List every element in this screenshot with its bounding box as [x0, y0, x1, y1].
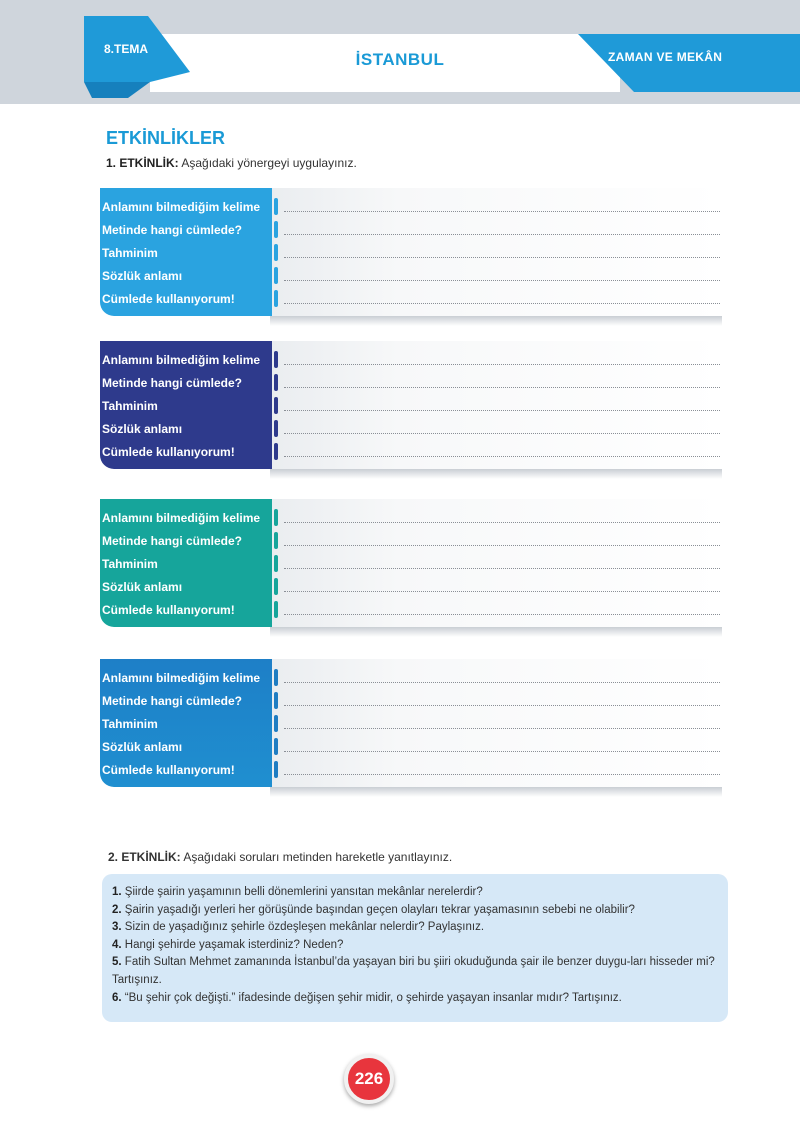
card-row: [100, 372, 722, 395]
row-label: Metinde hangi cümlede?: [102, 694, 243, 708]
answer-line[interactable]: [284, 545, 720, 546]
answer-line[interactable]: [284, 433, 720, 434]
card-row: [100, 599, 722, 622]
row-label: Anlamını bilmediğim kelime: [102, 671, 261, 685]
row-label: Metinde hangi cümlede?: [102, 223, 243, 237]
question-text: Sizin de yaşadığınız şehirle özdeşleşen mekânlar nelerdir? Paylaşınız.: [121, 921, 485, 934]
tema-ribbon-fold: [84, 82, 150, 98]
question-text: Fatih Sultan Mehmet zamanında İstanbul’da yaşayan biri bu şiiri okuduğunda şair ile benzer duygu-ları hisseder mi? Tartışınız.: [112, 956, 715, 986]
answer-line[interactable]: [284, 456, 720, 457]
card-row: [100, 507, 722, 530]
page-title: İSTANBUL: [355, 50, 445, 69]
question-item: [112, 937, 718, 955]
question-number: 6.: [112, 991, 122, 1004]
question-item: [112, 919, 718, 937]
card-row: [100, 530, 722, 553]
answer-line[interactable]: [284, 568, 720, 569]
question-item: [112, 954, 718, 989]
row-label: Sözlük anlamı: [102, 580, 183, 594]
row-label: Anlamını bilmediğim kelime: [102, 511, 261, 525]
row-label: Cümlede kullanıyorum!: [102, 763, 235, 777]
word-card-2: [100, 341, 722, 473]
answer-line[interactable]: [284, 234, 720, 235]
card-row: [100, 576, 722, 599]
card-row: [100, 196, 722, 219]
activity2-instruction: [108, 850, 452, 864]
answer-line[interactable]: [284, 387, 720, 388]
activity1-text: Aşağıdaki yönergeyi uygulayınız.: [178, 156, 357, 170]
question-item: [112, 902, 718, 920]
question-number: 2.: [112, 903, 122, 916]
question-item: [112, 884, 718, 902]
answer-line[interactable]: [284, 522, 720, 523]
card-row: [100, 759, 722, 782]
tema-label: 8.TEMA: [104, 42, 149, 56]
word-card-3: [100, 499, 722, 631]
questions-box: [102, 874, 728, 1022]
question-number: 4.: [112, 938, 122, 951]
row-label: Metinde hangi cümlede?: [102, 534, 243, 548]
question-text: Hangi şehirde yaşamak isterdiniz? Neden?: [121, 938, 344, 951]
card-row: [100, 713, 722, 736]
card-row: [100, 219, 722, 242]
question-item: [112, 990, 718, 1008]
page-number-badge: 226: [344, 1054, 394, 1104]
row-label: Tahminim: [102, 246, 158, 260]
card-row: [100, 736, 722, 759]
row-label: Anlamını bilmediğim kelime: [102, 200, 261, 214]
answer-line[interactable]: [284, 364, 720, 365]
answer-line[interactable]: [284, 591, 720, 592]
activity2-number: 2. ETKİNLİK:: [108, 850, 181, 864]
row-label: Tahminim: [102, 717, 158, 731]
question-text: Şiirde şairin yaşamının belli dönemlerini yansıtan mekânlar nerelerdir?: [121, 886, 483, 898]
row-label: Tahminim: [102, 399, 158, 413]
row-label: Cümlede kullanıyorum!: [102, 603, 235, 617]
theme-subtitle: ZAMAN VE MEKÂN: [608, 50, 723, 64]
answer-line[interactable]: [284, 410, 720, 411]
question-list: [112, 884, 718, 1007]
row-label: Anlamını bilmediğim kelime: [102, 353, 261, 367]
card-row: [100, 553, 722, 576]
row-label: Cümlede kullanıyorum!: [102, 445, 235, 459]
answer-line[interactable]: [284, 614, 720, 615]
word-card-4: [100, 659, 722, 791]
card-row: [100, 667, 722, 690]
question-number: 3.: [112, 921, 122, 934]
question-text: Şairin yaşadığı yerleri her görüşünde başından geçen olayları tekrar yaşamasının sebebi ne olabilir?: [121, 903, 635, 916]
activity2-text: Aşağıdaki soruları metinden hareketle yanıtlayınız.: [180, 850, 453, 864]
answer-line[interactable]: [284, 751, 720, 752]
answer-line[interactable]: [284, 774, 720, 775]
card-row: [100, 395, 722, 418]
answer-line[interactable]: [284, 682, 720, 683]
card-row: [100, 690, 722, 713]
question-number: 1.: [112, 886, 122, 898]
row-label: Sözlük anlamı: [102, 422, 183, 436]
answer-line[interactable]: [284, 211, 720, 212]
answer-line[interactable]: [284, 728, 720, 729]
answer-line[interactable]: [284, 257, 720, 258]
card-row: [100, 265, 722, 288]
answer-line[interactable]: [284, 303, 720, 304]
question-text: “Bu şehir çok değişti.” ifadesinde değişen şehir midir, o şehirde yaşayan insanlar mıdır? Tartışınız.: [121, 991, 622, 1004]
card-row: [100, 441, 722, 464]
activity1-instruction: [106, 156, 357, 170]
card-row: [100, 242, 722, 265]
answer-line[interactable]: [284, 280, 720, 281]
card-row: [100, 418, 722, 441]
card-row: [100, 349, 722, 372]
row-label: Sözlük anlamı: [102, 740, 183, 754]
question-number: 5.: [112, 956, 122, 969]
answer-line[interactable]: [284, 705, 720, 706]
row-label: Sözlük anlamı: [102, 269, 183, 283]
card-row: [100, 288, 722, 311]
activity1-number: 1. ETKİNLİK:: [106, 156, 179, 170]
section-title: ETKİNLİKLER: [106, 128, 225, 148]
row-label: Cümlede kullanıyorum!: [102, 292, 235, 306]
row-label: Tahminim: [102, 557, 158, 571]
row-label: Metinde hangi cümlede?: [102, 376, 243, 390]
word-card-1: [100, 188, 722, 320]
